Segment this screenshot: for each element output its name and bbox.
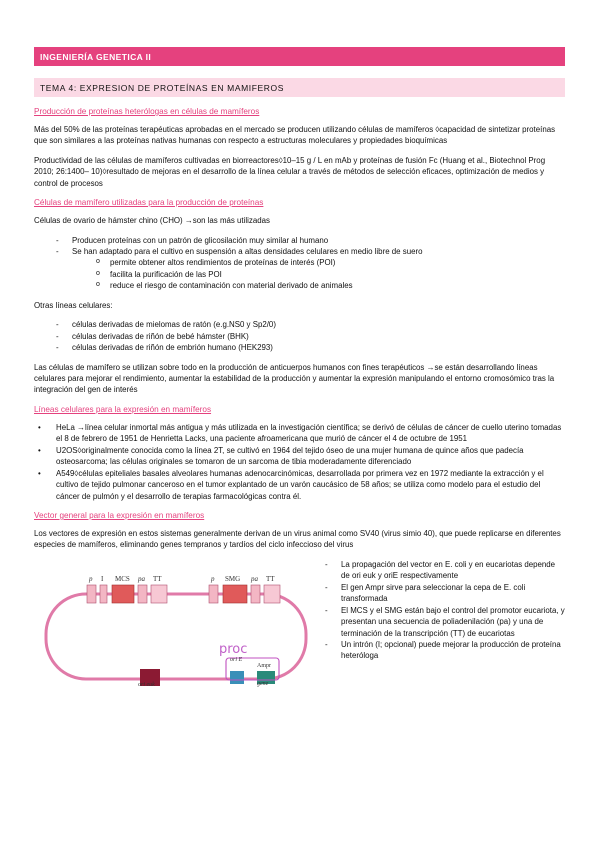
promoter-block [87,585,96,603]
label-p: p [89,574,93,583]
list-item: - El MCS y el SMG están bajo el control del promotor eucariota, y presentan una secuencia de poliadenilación (pa) y una de terminación de la transcripción (TT) de eucariotas [325,605,565,639]
mcs-block [112,585,134,603]
paragraph: Productividad de las células de mamíferos cultivadas en biorreactores◊10–15 g / L en mAb y proteínas de fusión Fc (Huang et al., Biotechnol Prog 2010; 26:1400– 10)◊resultado de mejoras en el desarrollo de la línea celular a través de métodos de selección eficaces, optimización de medios y control de procesos [34,155,546,188]
pa-block-2 [251,585,260,603]
ori-e-block [230,671,244,684]
dash-list [56,319,565,353]
sub-list [96,257,565,291]
list-item-text: Se han adaptado para el cultivo en suspensión a altas densidades celulares en medio libre de suero [72,246,423,256]
list-item: - células derivadas de riñón de bebé hámster (BHK) [56,331,565,342]
label-pa-2: pa [251,574,258,583]
vector-diagram [34,559,319,689]
dash-list [325,559,565,662]
vector-section [34,559,565,689]
list-item: - Un intrón (I; opcional) puede mejorar la producción de proteína heteróloga [325,639,565,662]
tt-block-2 [264,585,280,603]
section-heading: Vector general para la expresión en mamíferos [34,511,205,520]
paragraph: Otras líneas celulares: [34,300,113,310]
list-item: - células derivadas de mielomas de ratón (e.g.NS0 y Sp2/0) [56,319,565,330]
label-ori-e: ori E [230,656,243,663]
label-gene: gene [257,680,269,687]
label-mcs: MCS [115,574,130,583]
sub-list-item: o reduce el riesgo de contaminación con material derivado de animales [96,280,565,291]
label-smg: SMG [225,574,241,583]
list-item [56,246,565,292]
paragraph: Las células de mamífero se utilizan sobre todo en la producción de anticuerpos humanos con fines terapéuticos →se están desarrollando líneas celulares para mejorar el rendimiento, aumentar la estabilidad de la producción y aumentar la expresión manipulando el entorno cromosómico tras la integración del gen de interés [34,362,555,395]
list-item: • HeLa →línea celular inmortal más antigua y más utilizada en la investigación científica; se derivó de células de cáncer de cuello uterino tomadas el 8 de febrero de 1951 de Henrietta Lacks, una paciente afroamericana que murió de cáncer el 4 de octubre de 1951 [38,422,565,445]
document-body [34,106,565,689]
tt-block [151,585,167,603]
label-ampr: Ampr [257,662,271,669]
label-tt-2: TT [266,574,275,583]
label-pa: pa [138,574,145,583]
section-heading: Líneas celulares para la expresión en mamíferos [34,404,212,414]
list-item: - La propagación del vector en E. coli y en eucariotas depende de ori euk y oriE respectivamente [325,559,565,582]
label-p-2: p [211,574,215,583]
handwritten-note: proc [219,641,248,657]
sub-list-item: o facilita la purificación de las POI [96,269,565,280]
section-heading: Producción de proteínas heterólogas en células de mamíferos [34,107,260,116]
paragraph: Más del 50% de las proteínas terapéuticas aprobadas en el mercado se producen utilizando células de mamíferos ◊capacidad de sintetizar proteínas que son similares a las proteínas nativas humanas con respecto a estructuras moleculares y propiedades bioquímicas [34,124,556,146]
paragraph: Los vectores de expresión en estos sistemas generalmente derivan de un virus animal como SV40 (virus simio 40), que puede replicarse en diferentes especies de mamíferos, eliminando genes tempranos y tardíos del ciclo infeccioso del virus [34,528,561,550]
label-ori-euk: ori euk [138,681,155,688]
sub-list-item: o permite obtener altos rendimientos de proteínas de interés (POI) [96,257,565,268]
vector-diagram-svg [34,559,319,689]
dash-list [56,235,565,292]
list-item: • A549◊células epiteliales basales alveolares humanas adenocarcinómicas, desarrollada por primera vez en 1972 mediante la extracción y el cultivo de tejido pulmonar canceroso en el tumor explantado de un varón caucásico de 58 años; se utiliza como modelo para el estudio del cáncer de pulmón y el desarrollo de terapias farmacológicas contra él. [38,468,565,502]
smg-block [223,585,247,603]
intron-block [100,585,107,603]
paragraph: Células de ovario de hámster chino (CHO) →son las más utilizadas [34,216,270,226]
label-tt: TT [153,574,162,583]
label-i: I [101,574,104,583]
list-item: - células derivadas de riñón de embrión humano (HEK293) [56,342,565,353]
promoter-block-2 [209,585,218,603]
bullet-list [38,422,565,502]
vector-notes [325,559,565,689]
list-item: - El gen Ampr sirve para seleccionar la cepa de E. coli transformada [325,582,565,605]
pa-block [138,585,147,603]
list-item: - Producen proteínas con un patrón de glicosilación muy similar al humano [56,235,565,246]
section-heading: Células de mamífero utilizadas para la producción de proteínas [34,198,264,208]
topic-subbanner: TEMA 4: EXPRESION DE PROTEÍNAS EN MAMIFEROS [34,78,565,97]
list-item: • U2OS◊originalmente conocida como la línea 2T, se cultivó en 1964 del tejido óseo de una mujer humana de quince años que padecía osteosarcoma; las células originales se tomaron de un sarcoma de tibia moderadamente diferenciado [38,445,565,468]
course-title-banner: INGENIERÍA GENETICA II [34,47,565,66]
